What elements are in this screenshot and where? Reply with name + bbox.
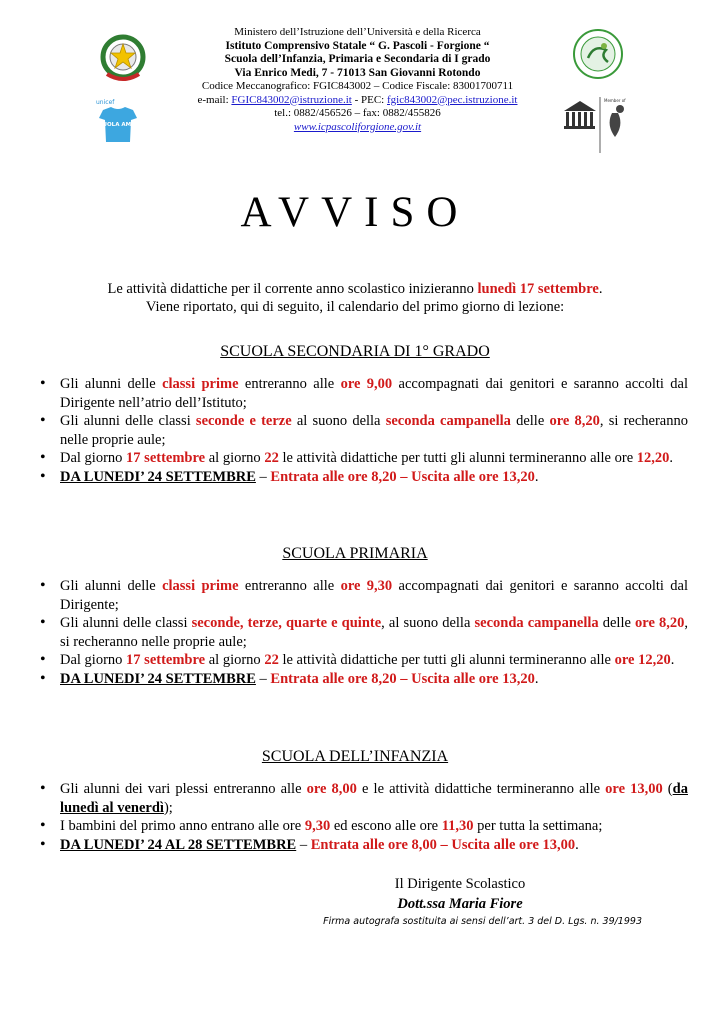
list-item: • Gli alunni delle classi seconde e terze al suono della seconda campanella delle ore 8,20, si recheranno nelle proprie aule; [38, 412, 688, 449]
list-item: • Gli alunni delle classi prime entreranno alle ore 9,30 accompagnati dai genitori e saranno accolti dal Dirigente; [38, 577, 688, 614]
section-title-infanzia: SCUOLA DELL’INFANZIA [261, 748, 449, 765]
italian-republic-emblem-icon [95, 30, 151, 86]
email-link[interactable]: FGIC843002@istruzione.it [231, 93, 352, 106]
email-line [170, 94, 545, 108]
list-item: • DA LUNEDI’ 24 AL 28 SETTEMBRE – Entrata alle ore 8,00 – Uscita alle ore 13,00. [38, 836, 688, 855]
unicef-label: unicef [96, 99, 115, 106]
signature-role: Il Dirigente Scolastico [394, 876, 526, 892]
unicef-scuola-amica-icon [93, 96, 143, 146]
section-title-secondaria: SCUOLA SECONDARIA DI 1° GRADO [220, 343, 490, 360]
unesco-member-label: Member of [604, 98, 626, 103]
list-item: • I bambini del primo anno entrano alle ore 9,30 ed escono alle ore 11,30 per tutta la settimana; [38, 817, 688, 836]
scuola-amica-label: SCUOLA AMICA [94, 122, 142, 128]
section-title-primaria: SCUOLA PRIMARIA [282, 545, 428, 562]
phone-line: tel.: 0882/456526 – fax: 0882/455826 [274, 107, 441, 119]
unesco-associated-schools-icon [560, 95, 638, 155]
list-item: • Gli alunni delle classi seconde, terze, quarte e quinte, al suono della seconda campanella delle ore 8,20, si recheranno nelle proprie aule; [38, 614, 688, 651]
school-emblem-icon [570, 26, 626, 82]
pec-link[interactable]: fgic843002@pec.istruzione.it [387, 93, 518, 106]
website-link[interactable]: www.icpascoliforgione.gov.it [293, 120, 422, 133]
list-item: • Gli alunni delle classi prime entreranno alle ore 9,00 accompagnati dai genitori e saranno accolti dal Dirigente nell’atrio dell’Istituto; [38, 375, 688, 412]
intro-line-1: Le attività didattiche per il corrente anno scolastico inizieranno lunedì 17 settembre. [107, 281, 603, 297]
email-label: e-mail: [197, 93, 229, 106]
intro [55, 280, 655, 316]
list-secondaria [38, 375, 688, 486]
signature-name: Dott.ssa Maria Fiore [397, 896, 523, 912]
ministry-line: Ministero dell’Istruzione dell’Università e della Ricerca [234, 26, 481, 38]
institute-name: Istituto Comprensivo Statale “ G. Pascoli - Forgione “ [225, 39, 490, 52]
pec-label: - PEC: [354, 93, 385, 106]
signature-block [270, 876, 650, 927]
signature-note: Firma autografa sostituita ai sensi dell’art. 3 del D. Lgs. n. 39/1993 [323, 916, 642, 927]
list-item: • DA LUNEDI’ 24 SETTEMBRE – Entrata alle ore 8,20 – Uscita alle ore 13,20. [38, 670, 688, 689]
address: Via Enrico Medi, 7 - 71013 San Giovanni Rotondo [234, 66, 481, 79]
list-item: • Dal giorno 17 settembre al giorno 22 le attività didattiche per tutti gli alunni termineranno alle ore 12,20. [38, 449, 688, 468]
page-title: AVVISO [240, 189, 470, 236]
list-item: • DA LUNEDI’ 24 SETTEMBRE – Entrata alle ore 8,20 – Uscita alle ore 13,20. [38, 468, 688, 487]
codes-line: Codice Meccanografico: FGIC843002 – Codice Fiscale: 83001700711 [201, 80, 514, 92]
list-item: • Gli alunni dei vari plessi entreranno alle ore 8,00 e le attività didattiche termineranno alle ore 13,00 (da lunedì al venerdì); [38, 780, 688, 817]
list-infanzia [38, 780, 688, 854]
start-date: lunedì 17 settembre [477, 281, 599, 297]
list-item: • Dal giorno 17 settembre al giorno 22 le attività didattiche per tutti gli alunni termineranno alle ore 12,20. [38, 651, 688, 670]
institution-header [170, 26, 545, 134]
intro-line-2: Viene riportato, qui di seguito, il calendario del primo giorno di lezione: [145, 299, 565, 315]
list-primaria [38, 577, 688, 688]
school-levels: Scuola dell’Infanzia, Primaria e Secondaria di I grado [224, 53, 491, 65]
